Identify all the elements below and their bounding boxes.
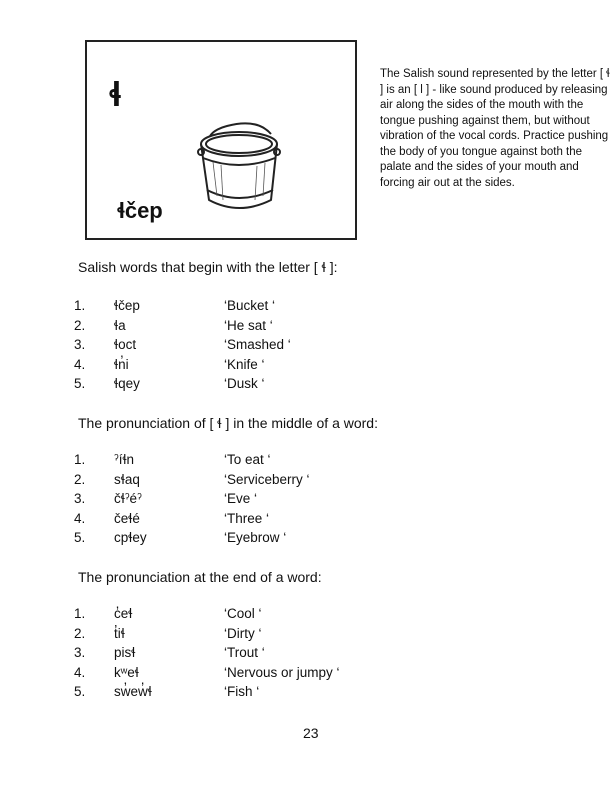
salish-word: sw̓ew̓ɬ [114,684,152,699]
salish-word: ˀíɬn [114,452,135,467]
salish-word: ɬqey [114,376,140,391]
item-number: 1. [74,606,86,621]
english-gloss: ‘Knife ‘ [224,356,265,372]
english-gloss: ‘Dirty ‘ [224,625,262,641]
item-number: 4. [74,510,86,526]
intro-paragraph: The Salish sound represented by the letter [ ɬ ] is an [ l ] - like sound produced by releasing air along the sides of the mouth with the tongue pushing against them, but without vibration of the vocal cords. Practice pushing the body of you tongue against both the palate and the sides of your mouth and forcing air out at the sides. [380,68,610,189]
english-gloss: ‘Nervous or jumpy ‘ [224,664,340,680]
list-item [74,511,474,531]
list-item [74,357,474,377]
list-item [74,665,474,685]
list-item [74,606,474,626]
english-gloss: ‘Eyebrow ‘ [224,530,287,545]
illustration-letter: ɬ [109,76,122,114]
item-number: 5. [74,530,86,545]
english-gloss: ‘Cool ‘ [224,606,262,621]
list-item [74,452,474,472]
english-gloss: ‘He sat ‘ [224,317,273,333]
english-gloss: ‘Serviceberry ‘ [224,471,310,487]
list-item [74,298,474,318]
salish-word: t̓iɬ [114,625,125,641]
salish-word: c̓eɬ [114,606,133,621]
salish-word: cpɬey [114,530,147,545]
english-gloss: ‘Eve ‘ [224,491,258,506]
section-heading-initial: Salish words that begin with the letter [ ɬ ]: [78,259,338,275]
item-number: 5. [74,684,86,699]
salish-word: ɬoct [114,337,137,352]
word-list-middle [74,452,474,550]
list-item [74,337,474,357]
list-item [74,318,474,338]
english-gloss: ‘Dusk ‘ [224,376,265,391]
item-number: 1. [74,298,86,313]
salish-word: ɬčep [114,298,140,313]
word-list-initial [74,298,474,396]
section-heading-middle: The pronunciation of [ ɬ ] in the middle of a word: [78,415,378,431]
illustration-word: ɬčep [117,198,163,223]
section-heading-final: The pronunciation at the end of a word: [78,569,322,585]
english-gloss: ‘Three ‘ [224,510,270,526]
item-number: 2. [74,625,86,641]
list-item [74,645,474,665]
english-gloss: ‘To eat ‘ [224,452,271,467]
item-number: 2. [74,471,86,487]
salish-word: čeɬé [114,510,140,526]
item-number: 1. [74,452,86,467]
salish-word: kʷeɬ [114,664,139,680]
list-item [74,376,474,396]
item-number: 3. [74,337,86,352]
english-gloss: ‘Bucket ‘ [224,298,276,313]
word-list-final [74,606,474,704]
salish-word: pisɬ [114,645,136,660]
english-gloss: ‘Smashed ‘ [224,337,291,352]
english-gloss: ‘Trout ‘ [224,645,265,660]
page-number: 23 [303,725,319,741]
illustration-box [85,40,357,240]
item-number: 4. [74,356,86,372]
item-number: 5. [74,376,86,391]
salish-word: čɬˀéˀ [114,491,142,506]
list-item [74,530,474,550]
salish-word: ɬa [114,317,126,333]
list-item [74,491,474,511]
item-number: 2. [74,317,86,333]
salish-word: ɬn̓i [114,356,129,372]
bucket-icon [187,112,297,222]
item-number: 4. [74,664,86,680]
salish-word: sɬaq [114,471,140,487]
list-item [74,626,474,646]
list-item [74,472,474,492]
item-number: 3. [74,645,86,660]
list-item [74,684,474,704]
english-gloss: ‘Fish ‘ [224,684,260,699]
item-number: 3. [74,491,86,506]
